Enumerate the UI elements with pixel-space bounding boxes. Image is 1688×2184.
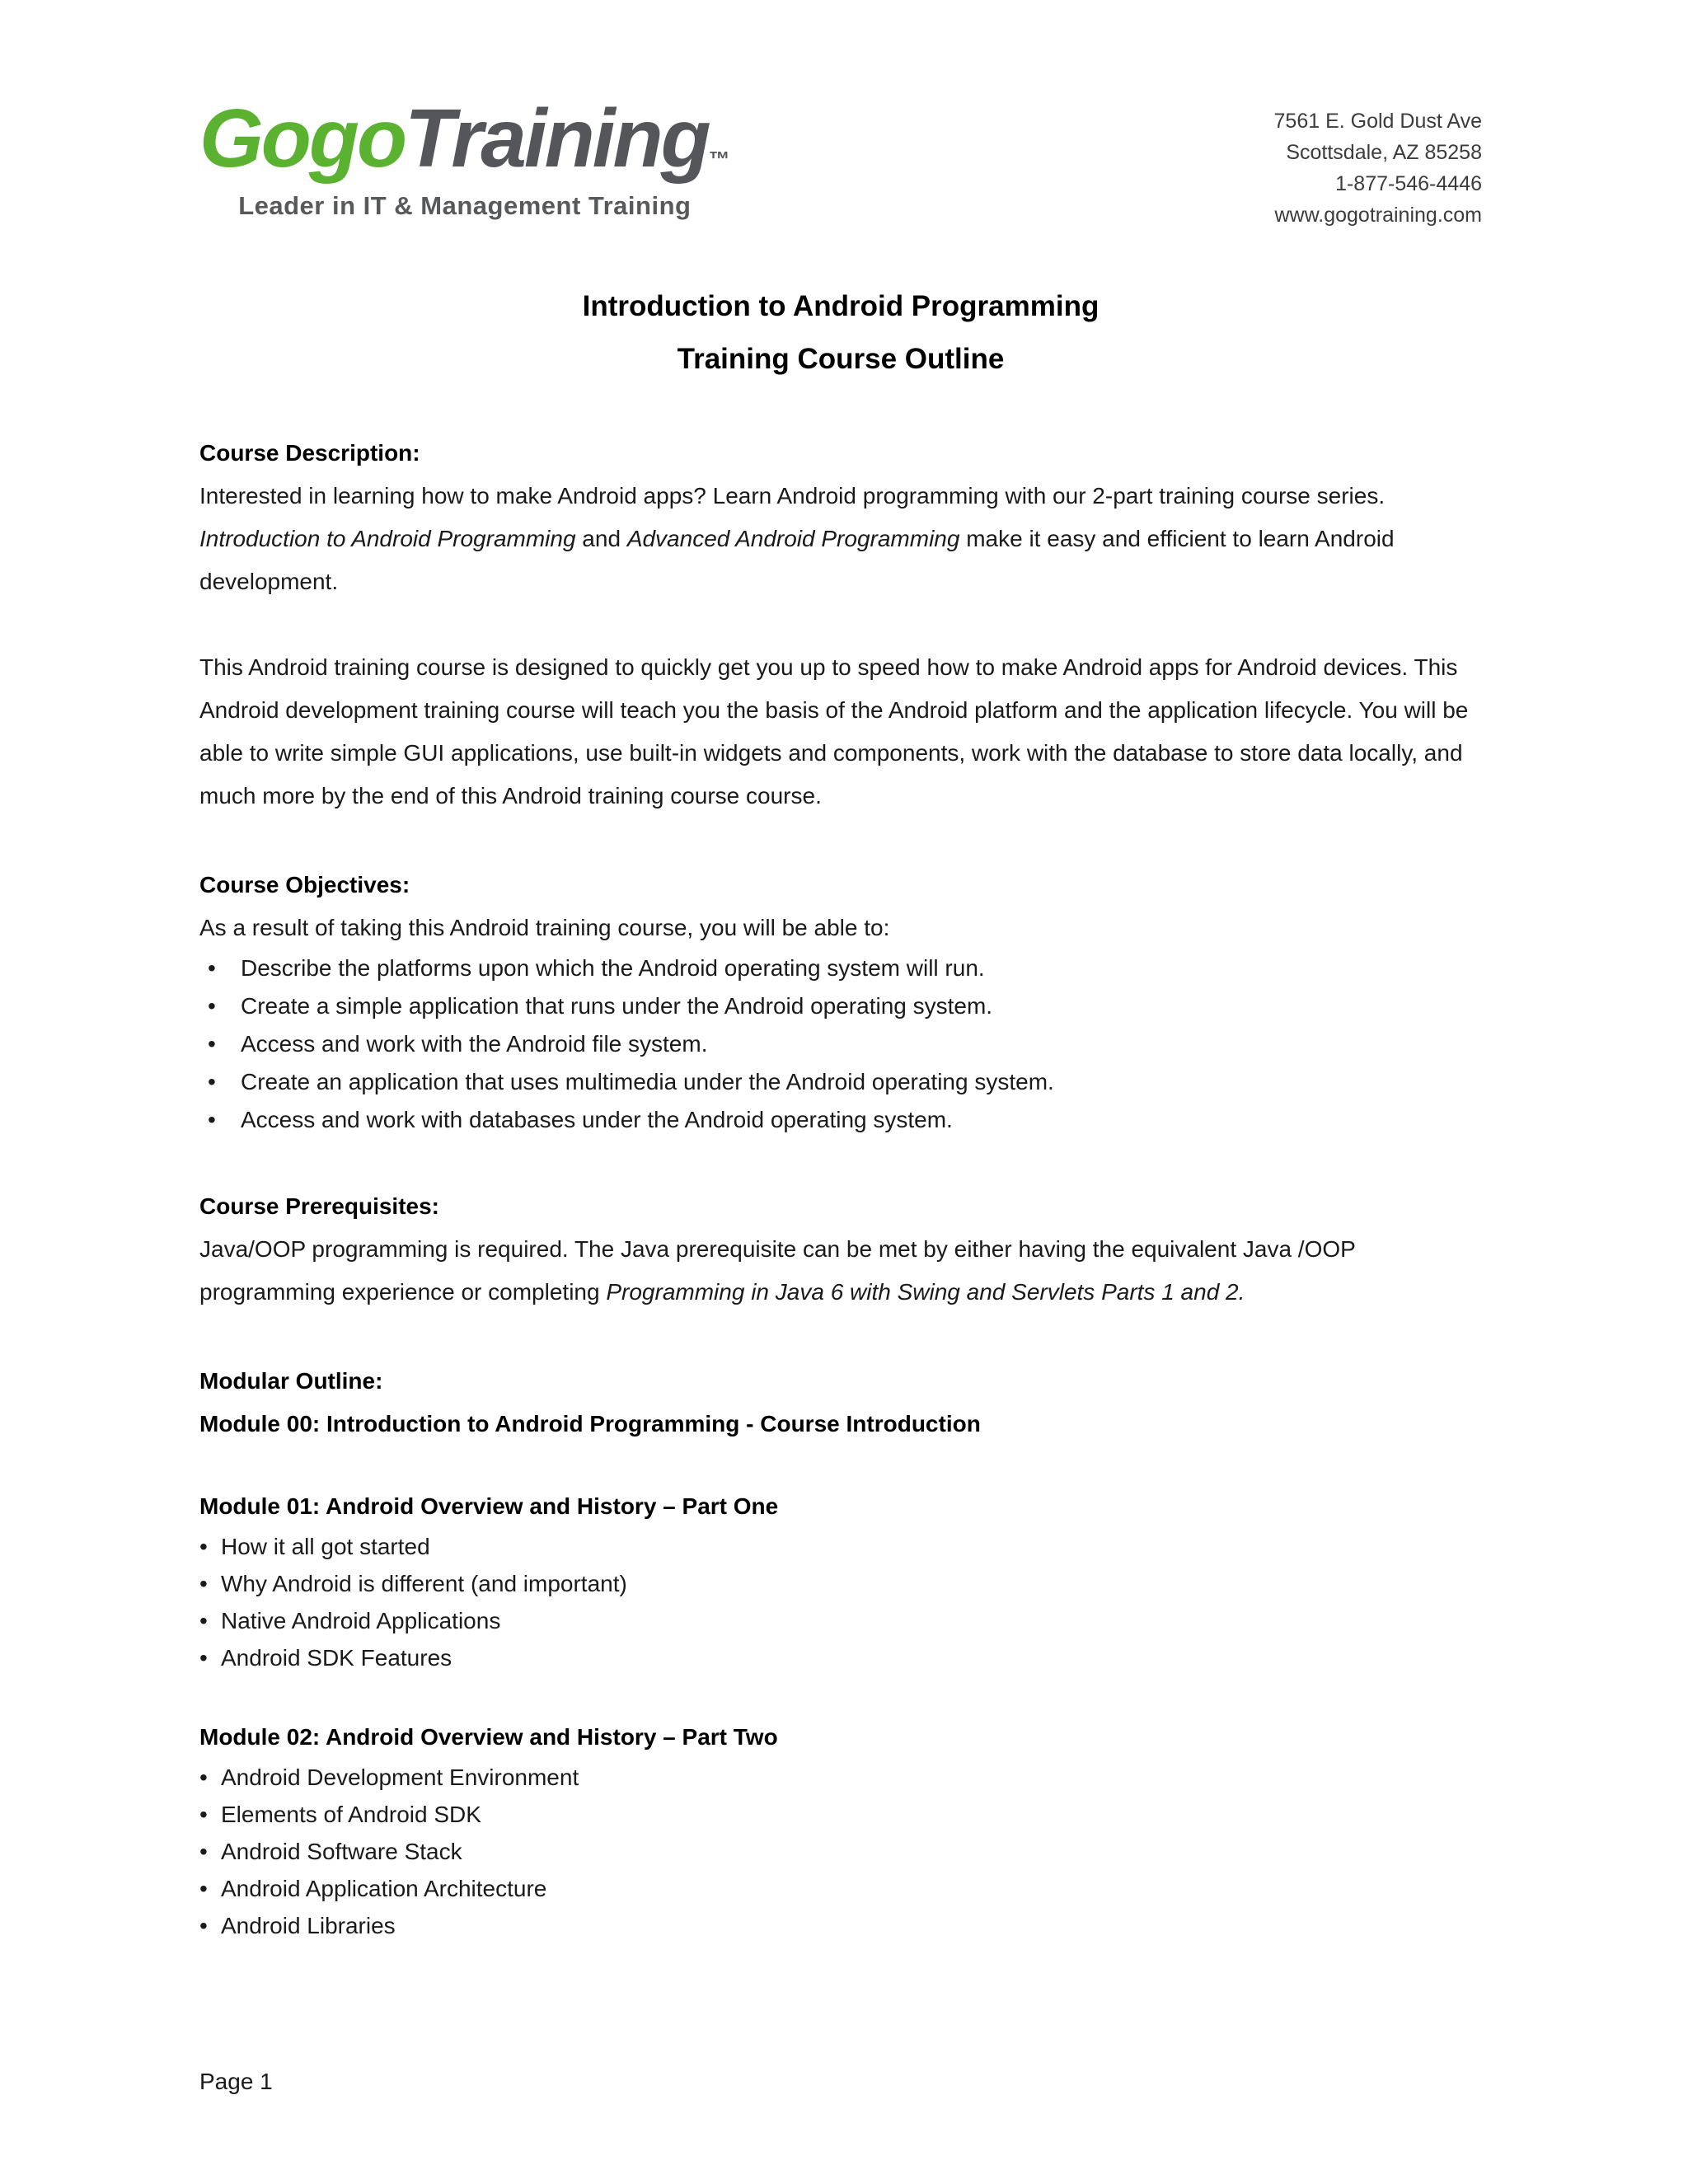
module-02-block xyxy=(199,1716,1482,1944)
module-02-topic-list xyxy=(199,1759,1482,1944)
objective-item: • Describe the platforms upon which the Android operating system will run. xyxy=(199,949,1482,987)
course-description-paragraph-1 xyxy=(199,475,1482,603)
module-02-title: Module 02: Android Overview and History – Part Two xyxy=(199,1724,778,1750)
text-segment: make it easy and efficient to learn Android development. xyxy=(199,526,1395,594)
module-00-title: Module 00: Introduction to Android Programming - Course Introduction xyxy=(199,1411,981,1436)
trademark-symbol: ™ xyxy=(708,147,730,171)
course-objectives-list xyxy=(199,949,1482,1139)
module-01-topic-list xyxy=(199,1528,1482,1676)
course-prerequisites-paragraph xyxy=(199,1228,1482,1314)
module-topic-item: • Android Development Environment xyxy=(199,1759,1482,1796)
contact-info xyxy=(1274,105,1482,231)
module-topic-item: • Native Android Applications xyxy=(199,1602,1482,1639)
module-topic-item: • Android Libraries xyxy=(199,1907,1482,1944)
objective-item: • Access and work with databases under the Android operating system. xyxy=(199,1101,1482,1139)
logo-training-text: Training xyxy=(405,92,709,185)
text-segment: Interested in learning how to make Android apps? Learn Android programming with our 2-part training course series. xyxy=(199,483,1386,509)
document-title-block xyxy=(199,280,1482,386)
logo-tagline: Leader in IT & Management Training xyxy=(238,191,692,220)
document-title-line2: Training Course Outline xyxy=(677,343,1005,375)
course-description-heading: Course Description: xyxy=(199,440,420,466)
module-topic-item: • Android Application Architecture xyxy=(199,1870,1482,1907)
italic-course-name-1: Introduction to Android Programming xyxy=(199,526,576,551)
course-objectives-heading: Course Objectives: xyxy=(199,872,410,898)
module-topic-item: • Elements of Android SDK xyxy=(199,1796,1482,1833)
document-title-line1: Introduction to Android Programming xyxy=(582,290,1100,322)
logo-wordmark xyxy=(199,92,730,185)
course-description-paragraph-2: This Android training course is designed to quickly get you up to speed how to make Android apps for Android devices. This Android development training course will teach you the basis of the Android platform and the application lifecycle. You will be able to write simple GUI applications, use built-in widgets and components, work with the database to store data locally, and much more by the end of this Android training course course. xyxy=(199,654,1469,808)
text-segment: and xyxy=(575,526,627,551)
contact-phone: 1-877-546-4446 xyxy=(1335,172,1482,195)
module-00-block xyxy=(199,1403,1482,1446)
gogotraining-logo xyxy=(199,92,730,221)
modular-outline-section xyxy=(199,1360,1482,1944)
module-topic-item: • Android SDK Features xyxy=(199,1639,1482,1676)
course-description-section xyxy=(199,432,1482,818)
course-prerequisites-section xyxy=(199,1185,1482,1314)
document-header xyxy=(199,92,1482,231)
italic-course-name-3: Programming in Java 6 with Swing and Servlets Parts 1 and 2. xyxy=(606,1279,1245,1305)
modular-outline-heading: Modular Outline: xyxy=(199,1368,383,1394)
objective-item: • Access and work with the Android file system. xyxy=(199,1025,1482,1063)
module-01-title: Module 01: Android Overview and History – Part One xyxy=(199,1493,779,1519)
course-prerequisites-heading: Course Prerequisites: xyxy=(199,1193,439,1219)
module-topic-item: • Why Android is different (and important) xyxy=(199,1565,1482,1602)
objective-item: • Create a simple application that runs under the Android operating system. xyxy=(199,987,1482,1025)
module-topic-item: • Android Software Stack xyxy=(199,1833,1482,1870)
contact-address-line2: Scottsdale, AZ 85258 xyxy=(1286,141,1482,164)
italic-course-name-2: Advanced Android Programming xyxy=(626,526,960,551)
course-objectives-intro: As a result of taking this Android training course, you will be able to: xyxy=(199,915,890,940)
contact-address-line1: 7561 E. Gold Dust Ave xyxy=(1273,110,1482,133)
module-topic-item: • How it all got started xyxy=(199,1528,1482,1565)
objective-item: • Create an application that uses multimedia under the Android operating system. xyxy=(199,1063,1482,1101)
contact-website: www.gogotraining.com xyxy=(1274,204,1482,227)
logo-gogo-text: Gogo xyxy=(199,92,406,185)
page-number: Page 1 xyxy=(199,2069,273,2094)
course-objectives-section xyxy=(199,864,1482,1139)
module-01-block xyxy=(199,1485,1482,1676)
text-segment: Java/OOP programming is required. The Java prerequisite can be met by either having the equivalent Java /OOP programming experience or completing xyxy=(199,1236,1356,1305)
